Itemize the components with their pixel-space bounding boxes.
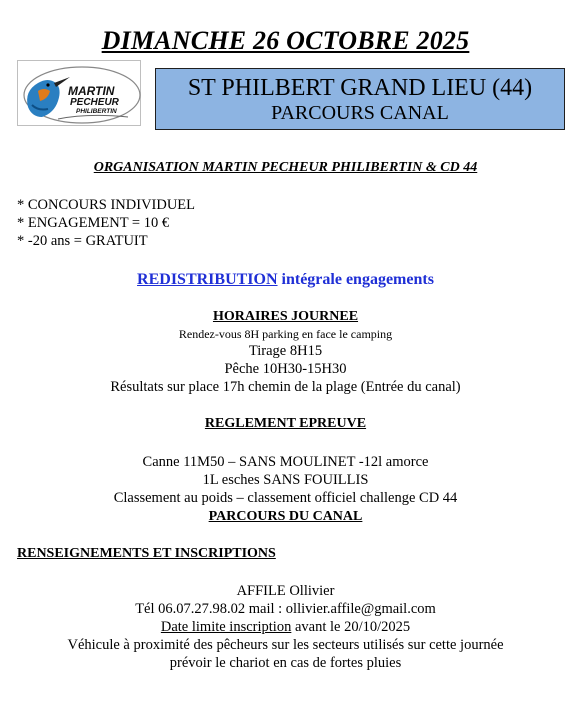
schedule-results: Résultats sur place 17h chemin de la plage (Entrée du canal) xyxy=(110,379,461,395)
schedule-fishing: Pêche 10H30-15H30 xyxy=(224,361,347,377)
schedule-draw: Tirage 8H15 xyxy=(248,343,323,359)
logo-text-line2: PECHEUR xyxy=(70,97,119,108)
venue-box xyxy=(155,68,565,130)
rules-line-bait: 1L esches SANS FOUILLIS xyxy=(202,472,369,488)
contact-phone-email: Tél 06.07.27.98.02 mail : ollivier.affile@gmail.com xyxy=(135,601,436,617)
redistribution-link[interactable]: REDISTRIBUTION xyxy=(137,271,278,288)
redistribution-rest: intégrale engagements xyxy=(277,271,434,288)
rules-heading: REGLEMENT EPREUVE xyxy=(204,416,367,431)
bullet-entry-fee: * ENGAGEMENT = 10 € xyxy=(17,215,170,231)
venue-name: ST PHILBERT GRAND LIEU (44) xyxy=(187,75,533,101)
redistribution-line xyxy=(0,271,571,289)
contact-name: AFFILE Ollivier xyxy=(236,583,335,599)
logo-text-line3: PHILIBERTIN xyxy=(76,108,117,115)
logo-text-line1: MARTIN xyxy=(68,84,115,98)
event-date-title: DIMANCHE 26 OCTOBRE 2025 xyxy=(101,26,470,55)
organisation-line: ORGANISATION MARTIN PECHEUR PHILIBERTIN & CD 44 xyxy=(93,160,478,175)
club-logo xyxy=(17,60,141,126)
schedule-meeting: Rendez-vous 8H parking en face le camping xyxy=(178,327,393,341)
course-heading: PARCOURS DU CANAL xyxy=(208,509,363,524)
rules-line-ranking: Classement au poids – classement officiel challenge CD 44 xyxy=(113,490,458,506)
deadline-label: Date limite inscription xyxy=(160,619,292,635)
venue-course: PARCOURS CANAL xyxy=(271,102,449,124)
rules-line-rod: Canne 11M50 – SANS MOULINET -12l amorce xyxy=(142,454,429,470)
bullet-individual-contest: * CONCOURS INDIVIDUEL xyxy=(17,197,196,213)
rain-note: prévoir le chariot en cas de fortes pluies xyxy=(169,655,402,671)
bullet-under-20-free: * -20 ans = GRATUIT xyxy=(17,233,148,249)
vehicle-note: Véhicule à proximité des pêcheurs sur les secteurs utilisés sur cette journée xyxy=(67,637,504,653)
schedule-heading: HORAIRES JOURNEE xyxy=(212,309,359,324)
info-heading: RENSEIGNEMENTS ET INSCRIPTIONS xyxy=(17,546,276,561)
deadline-date: avant le 20/10/2025 xyxy=(291,619,411,635)
deadline-line xyxy=(0,619,571,636)
